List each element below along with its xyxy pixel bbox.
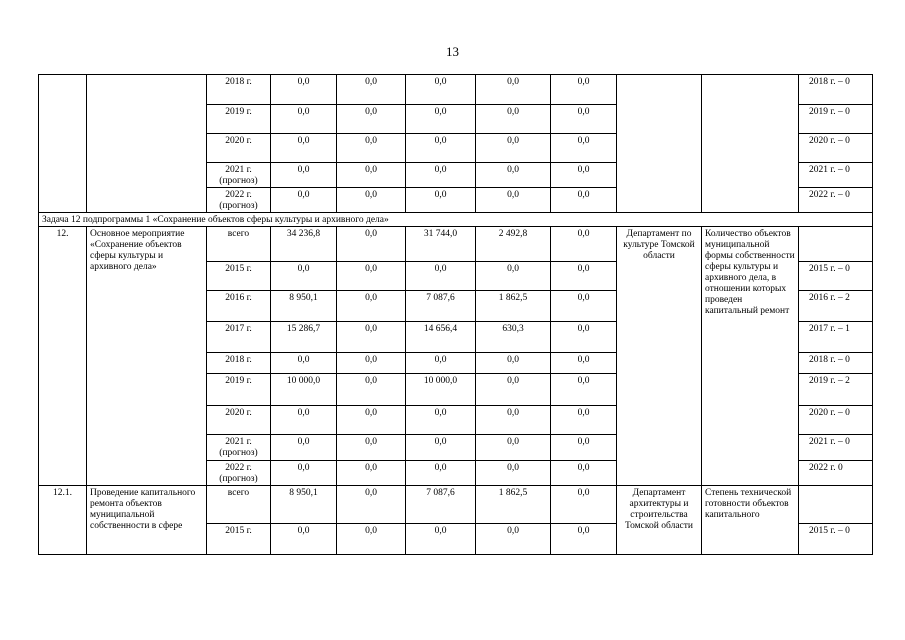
result-cell: 2019 г. – 0 [799,105,873,134]
value-cell: 1 862,5 [476,486,551,524]
program-table [38,74,873,555]
value-cell: 1 862,5 [476,291,551,322]
item-number: 12.1. [39,486,87,555]
value-cell: 0,0 [476,406,551,435]
value-cell: 31 744,0 [406,227,476,262]
value-cell: 0,0 [337,435,406,461]
value-cell: 0,0 [337,322,406,353]
value-cell: 0,0 [476,524,551,555]
value-cell: 0,0 [551,188,617,213]
year-cell: 2019 г. [207,374,271,406]
value-cell: 0,0 [271,188,337,213]
value-cell: 0,0 [406,406,476,435]
year-cell: всего [207,486,271,524]
value-cell: 0,0 [337,406,406,435]
number-cell [39,75,87,213]
value-cell: 0,0 [271,75,337,105]
year-cell: 2018 г. [207,75,271,105]
value-cell: 10 000,0 [406,374,476,406]
year-cell: всего [207,227,271,262]
value-cell: 0,0 [271,105,337,134]
value-cell: 0,0 [551,322,617,353]
value-cell: 10 000,0 [271,374,337,406]
indicator-cell: Степень технической готовности объектов капитального [702,486,799,555]
value-cell: 14 656,4 [406,322,476,353]
result-cell: 2018 г. – 0 [799,75,873,105]
result-cell [799,486,873,524]
value-cell: 0,0 [406,134,476,163]
value-cell: 0,0 [476,435,551,461]
value-cell: 0,0 [551,105,617,134]
value-cell: 0,0 [476,461,551,486]
value-cell: 0,0 [406,461,476,486]
result-cell: 2015 г. – 0 [799,262,873,291]
value-cell: 0,0 [337,227,406,262]
result-cell [799,227,873,262]
year-cell: 2021 г. (прогноз) [207,435,271,461]
value-cell: 0,0 [551,486,617,524]
year-cell: 2022 г. (прогноз) [207,461,271,486]
result-cell: 2018 г. – 0 [799,353,873,374]
value-cell: 0,0 [271,406,337,435]
value-cell: 0,0 [271,461,337,486]
result-cell: 2019 г. – 2 [799,374,873,406]
value-cell: 0,0 [337,188,406,213]
value-cell: 0,0 [406,524,476,555]
item-number: 12. [39,227,87,486]
value-cell: 0,0 [551,461,617,486]
value-cell: 0,0 [271,435,337,461]
value-cell: 0,0 [337,374,406,406]
value-cell: 0,0 [551,435,617,461]
value-cell: 0,0 [476,262,551,291]
value-cell: 0,0 [337,524,406,555]
year-cell: 2020 г. [207,134,271,163]
result-cell: 2021 г. – 0 [799,435,873,461]
value-cell: 0,0 [271,134,337,163]
value-cell: 0,0 [551,262,617,291]
table-row [39,227,873,262]
result-cell: 2016 г. – 2 [799,291,873,322]
result-cell: 2015 г. – 0 [799,524,873,555]
value-cell: 8 950,1 [271,291,337,322]
result-cell: 2020 г. – 0 [799,134,873,163]
executor-cell: Департамент по культуре Томской области [617,227,702,486]
value-cell: 0,0 [551,374,617,406]
value-cell: 0,0 [337,291,406,322]
indicator-cell: Количество объектов муниципальной формы собственности сферы культуры и архивного дела, в отношении которых проведен капитальный ремонт [702,227,799,486]
value-cell: 0,0 [337,486,406,524]
value-cell: 0,0 [476,105,551,134]
value-cell: 0,0 [406,105,476,134]
year-cell: 2018 г. [207,353,271,374]
value-cell: 0,0 [551,75,617,105]
table-body [39,75,873,555]
value-cell: 0,0 [406,435,476,461]
value-cell: 0,0 [337,134,406,163]
executor-cell: Департамент архитектуры и строительства Томской области [617,486,702,555]
value-cell: 0,0 [406,262,476,291]
value-cell: 15 286,7 [271,322,337,353]
value-cell: 0,0 [476,188,551,213]
value-cell: 0,0 [271,524,337,555]
value-cell: 0,0 [271,353,337,374]
value-cell: 0,0 [551,291,617,322]
result-cell: 2022 г. – 0 [799,188,873,213]
value-cell: 0,0 [337,262,406,291]
task-heading: Задача 12 подпрограммы 1 «Сохранение объектов сферы культуры и архивного дела» [39,213,873,227]
value-cell: 0,0 [337,105,406,134]
result-cell: 2021 г. – 0 [799,163,873,188]
value-cell: 0,0 [476,374,551,406]
value-cell: 0,0 [551,524,617,555]
value-cell: 8 950,1 [271,486,337,524]
value-cell: 0,0 [406,163,476,188]
table-row [39,75,873,105]
value-cell: 0,0 [406,188,476,213]
value-cell: 7 087,6 [406,291,476,322]
year-cell: 2015 г. [207,262,271,291]
value-cell: 2 492,8 [476,227,551,262]
value-cell: 0,0 [476,353,551,374]
value-cell: 34 236,8 [271,227,337,262]
year-cell: 2015 г. [207,524,271,555]
year-cell: 2022 г. (прогноз) [207,188,271,213]
year-cell: 2020 г. [207,406,271,435]
value-cell: 0,0 [337,461,406,486]
value-cell: 7 087,6 [406,486,476,524]
executor-cell [617,75,702,213]
value-cell: 0,0 [337,353,406,374]
value-cell: 0,0 [551,227,617,262]
value-cell: 630,3 [476,322,551,353]
page-number: 13 [446,44,459,59]
value-cell: 0,0 [337,163,406,188]
indicator-cell [702,75,799,213]
value-cell: 0,0 [551,163,617,188]
result-cell: 2022 г. 0 [799,461,873,486]
year-cell: 2019 г. [207,105,271,134]
value-cell: 0,0 [271,163,337,188]
value-cell: 0,0 [337,75,406,105]
result-cell: 2017 г. – 1 [799,322,873,353]
value-cell: 0,0 [406,353,476,374]
value-cell: 0,0 [476,75,551,105]
task-heading-row [39,213,873,227]
year-cell: 2017 г. [207,322,271,353]
value-cell: 0,0 [476,163,551,188]
table-row [39,486,873,524]
value-cell: 0,0 [406,75,476,105]
result-cell: 2020 г. – 0 [799,406,873,435]
name-cell [87,75,207,213]
value-cell: 0,0 [271,262,337,291]
value-cell: 0,0 [551,134,617,163]
value-cell: 0,0 [551,353,617,374]
value-cell: 0,0 [476,134,551,163]
value-cell: 0,0 [551,406,617,435]
item-name: Проведение капитального ремонта объектов муниципальной собственности в сфере [87,486,207,555]
item-name: Основное мероприятие «Сохранение объектов сферы культуры и архивного дела» [87,227,207,486]
year-cell: 2016 г. [207,291,271,322]
year-cell: 2021 г. (прогноз) [207,163,271,188]
